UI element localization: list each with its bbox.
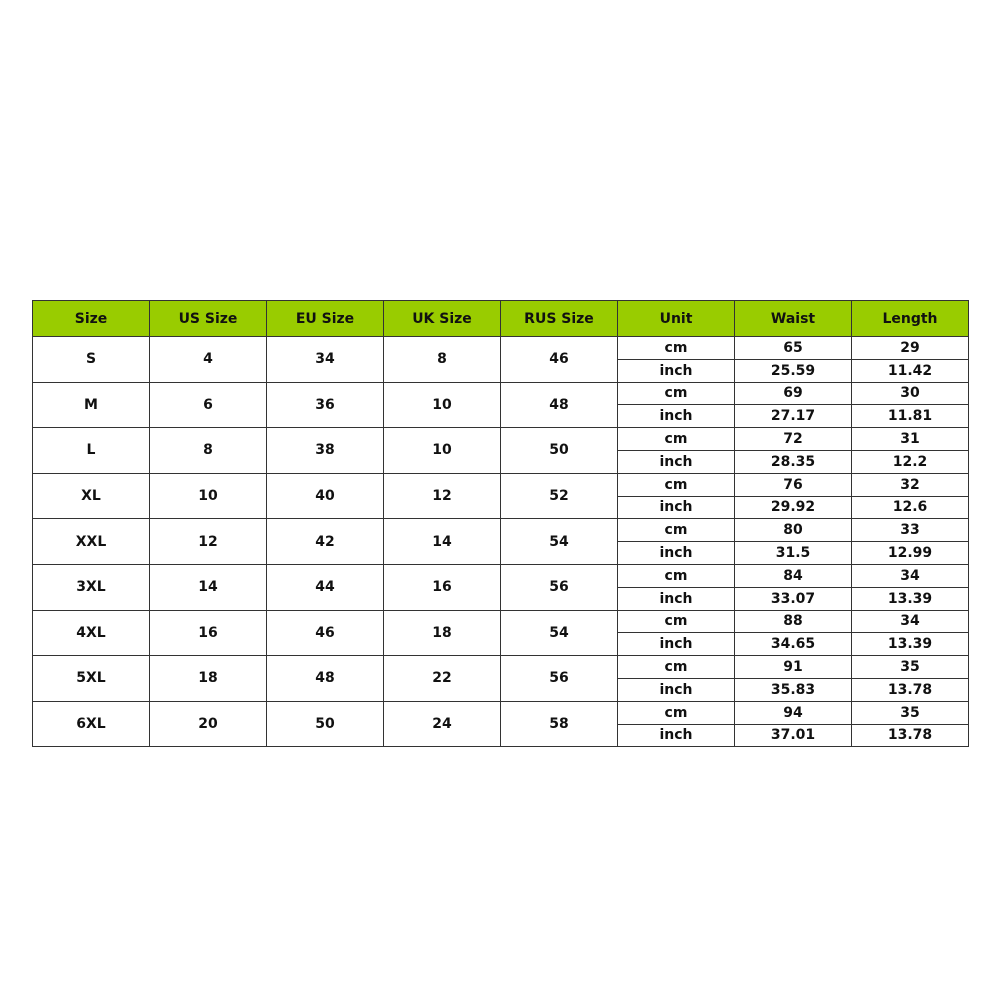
- cell-rus: 52: [501, 473, 618, 519]
- table-row: [33, 610, 969, 633]
- cell-waist-cm: 84: [735, 564, 852, 587]
- cell-eu: 50: [267, 701, 384, 747]
- cell-waist-cm: 69: [735, 382, 852, 405]
- header-row: [33, 301, 969, 337]
- cell-eu: 38: [267, 428, 384, 474]
- cell-unit: inch: [618, 359, 735, 382]
- cell-length-cm: 34: [852, 610, 969, 633]
- cell-eu: 42: [267, 519, 384, 565]
- cell-length-cm: 35: [852, 701, 969, 724]
- cell-unit: inch: [618, 542, 735, 565]
- cell-length-cm: 29: [852, 337, 969, 360]
- cell-waist-inch: 31.5: [735, 542, 852, 565]
- cell-eu: 48: [267, 656, 384, 702]
- cell-size: XL: [33, 473, 150, 519]
- table-row: [33, 564, 969, 587]
- cell-waist-cm: 88: [735, 610, 852, 633]
- cell-size: 6XL: [33, 701, 150, 747]
- cell-waist-cm: 72: [735, 428, 852, 451]
- cell-length-inch: 13.78: [852, 724, 969, 747]
- cell-us: 14: [150, 564, 267, 610]
- cell-size: S: [33, 337, 150, 383]
- cell-uk: 10: [384, 428, 501, 474]
- cell-waist-inch: 37.01: [735, 724, 852, 747]
- cell-waist-cm: 65: [735, 337, 852, 360]
- cell-rus: 56: [501, 564, 618, 610]
- cell-eu: 46: [267, 610, 384, 656]
- cell-us: 12: [150, 519, 267, 565]
- cell-uk: 14: [384, 519, 501, 565]
- cell-unit: cm: [618, 473, 735, 496]
- cell-unit: cm: [618, 656, 735, 679]
- table-row: [33, 473, 969, 496]
- cell-unit: inch: [618, 496, 735, 519]
- cell-us: 18: [150, 656, 267, 702]
- cell-length-inch: 12.2: [852, 450, 969, 473]
- cell-unit: cm: [618, 701, 735, 724]
- cell-unit: inch: [618, 450, 735, 473]
- cell-waist-cm: 94: [735, 701, 852, 724]
- cell-rus: 56: [501, 656, 618, 702]
- cell-unit: cm: [618, 519, 735, 542]
- cell-waist-inch: 34.65: [735, 633, 852, 656]
- cell-rus: 58: [501, 701, 618, 747]
- column-header-rus-size: RUS Size: [501, 301, 618, 337]
- cell-unit: inch: [618, 587, 735, 610]
- cell-length-cm: 35: [852, 656, 969, 679]
- cell-size: L: [33, 428, 150, 474]
- table-row: [33, 701, 969, 724]
- table-row: [33, 656, 969, 679]
- cell-eu: 40: [267, 473, 384, 519]
- cell-unit: inch: [618, 633, 735, 656]
- cell-size: 4XL: [33, 610, 150, 656]
- cell-unit: inch: [618, 405, 735, 428]
- cell-length-cm: 34: [852, 564, 969, 587]
- table-row: [33, 428, 969, 451]
- cell-unit: inch: [618, 724, 735, 747]
- column-header-length: Length: [852, 301, 969, 337]
- cell-waist-cm: 80: [735, 519, 852, 542]
- cell-waist-inch: 25.59: [735, 359, 852, 382]
- table-row: [33, 337, 969, 360]
- cell-waist-inch: 29.92: [735, 496, 852, 519]
- cell-length-inch: 11.42: [852, 359, 969, 382]
- cell-length-inch: 12.6: [852, 496, 969, 519]
- cell-rus: 54: [501, 519, 618, 565]
- cell-length-cm: 33: [852, 519, 969, 542]
- cell-unit: cm: [618, 610, 735, 633]
- cell-size: 3XL: [33, 564, 150, 610]
- cell-waist-cm: 91: [735, 656, 852, 679]
- cell-us: 6: [150, 382, 267, 428]
- cell-length-cm: 31: [852, 428, 969, 451]
- cell-rus: 50: [501, 428, 618, 474]
- cell-length-inch: 13.78: [852, 678, 969, 701]
- cell-unit: cm: [618, 564, 735, 587]
- cell-us: 20: [150, 701, 267, 747]
- cell-waist-cm: 76: [735, 473, 852, 496]
- cell-rus: 48: [501, 382, 618, 428]
- cell-size: 5XL: [33, 656, 150, 702]
- cell-uk: 18: [384, 610, 501, 656]
- cell-us: 16: [150, 610, 267, 656]
- cell-us: 8: [150, 428, 267, 474]
- cell-length-inch: 13.39: [852, 633, 969, 656]
- cell-rus: 54: [501, 610, 618, 656]
- column-header-unit: Unit: [618, 301, 735, 337]
- cell-us: 4: [150, 337, 267, 383]
- cell-unit: inch: [618, 678, 735, 701]
- cell-eu: 44: [267, 564, 384, 610]
- cell-waist-inch: 33.07: [735, 587, 852, 610]
- cell-size: M: [33, 382, 150, 428]
- cell-unit: cm: [618, 428, 735, 451]
- cell-waist-inch: 28.35: [735, 450, 852, 473]
- table-row: [33, 519, 969, 542]
- cell-us: 10: [150, 473, 267, 519]
- table-row: [33, 382, 969, 405]
- cell-eu: 34: [267, 337, 384, 383]
- cell-eu: 36: [267, 382, 384, 428]
- cell-rus: 46: [501, 337, 618, 383]
- cell-uk: 16: [384, 564, 501, 610]
- size-chart-table: [32, 300, 969, 747]
- cell-uk: 24: [384, 701, 501, 747]
- cell-length-inch: 12.99: [852, 542, 969, 565]
- cell-length-cm: 30: [852, 382, 969, 405]
- cell-waist-inch: 27.17: [735, 405, 852, 428]
- column-header-us-size: US Size: [150, 301, 267, 337]
- cell-unit: cm: [618, 382, 735, 405]
- cell-uk: 22: [384, 656, 501, 702]
- cell-unit: cm: [618, 337, 735, 360]
- column-header-eu-size: EU Size: [267, 301, 384, 337]
- cell-size: XXL: [33, 519, 150, 565]
- cell-length-inch: 11.81: [852, 405, 969, 428]
- cell-uk: 10: [384, 382, 501, 428]
- cell-waist-inch: 35.83: [735, 678, 852, 701]
- column-header-size: Size: [33, 301, 150, 337]
- cell-uk: 8: [384, 337, 501, 383]
- column-header-waist: Waist: [735, 301, 852, 337]
- cell-length-inch: 13.39: [852, 587, 969, 610]
- column-header-uk-size: UK Size: [384, 301, 501, 337]
- cell-uk: 12: [384, 473, 501, 519]
- cell-length-cm: 32: [852, 473, 969, 496]
